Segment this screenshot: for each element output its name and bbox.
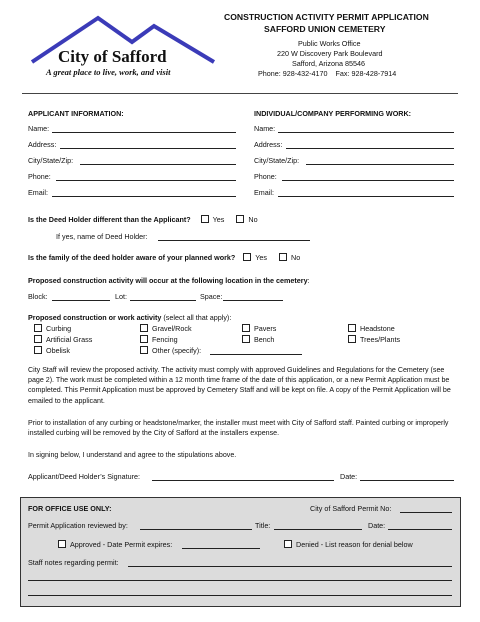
office-use-box (20, 497, 461, 607)
company-address-label: Address: (254, 140, 283, 149)
checkbox[interactable] (140, 346, 148, 354)
deed1-yes-checkbox[interactable] (201, 215, 209, 223)
applicant-email-field[interactable] (52, 196, 236, 197)
work-option-label: Headstone (360, 324, 395, 333)
deed-question-1 (28, 215, 258, 224)
work-option-curbing[interactable] (34, 324, 71, 333)
permit-number-label: City of Safford Permit No: (310, 504, 392, 513)
staff-notes-label: Staff notes regarding permit: (28, 558, 119, 567)
applicant-address-field[interactable] (60, 148, 236, 149)
work-option-label: Other (specify): (152, 346, 202, 355)
deed2-no-label: No (291, 253, 301, 262)
applicant-phone-label: Phone: (28, 172, 51, 181)
checkbox[interactable] (242, 335, 250, 343)
work-heading-bold: Proposed construction or work activity (28, 313, 162, 322)
deed2-yes-label: Yes (255, 253, 268, 262)
deed-holder-name-label: If yes, name of Deed Holder: (56, 232, 148, 241)
header-divider (22, 93, 458, 94)
applicant-phone-field[interactable] (56, 180, 236, 181)
applicant-email-label: Email: (28, 188, 48, 197)
review-paragraph: City Staff will review the proposed activity. The activity must comply with approved Guidelines and Regulations for the Cemetery (see page 2). The work must be completed within a 12 month time frame of the date of this application, or a new Permit Application must be completed. This Permit Application must be approved by Cemetery Staff and will be kept on file. A copy of the Permit Application will be emailed to the applicant. (28, 366, 451, 405)
work-heading (28, 313, 231, 322)
work-option-gravel-rock[interactable] (140, 324, 192, 333)
checkbox[interactable] (140, 324, 148, 332)
company-phone-label: Phone: (254, 172, 277, 181)
work-option-label: Obelisk (46, 346, 70, 355)
form-subtitle: SAFFORD UNION CEMETERY (264, 24, 386, 34)
staff-notes-line-2[interactable] (28, 580, 452, 581)
approved-label: Approved - Date Permit expires: (70, 540, 173, 549)
applicant-name-label: Name: (28, 124, 50, 133)
company-email-field[interactable] (278, 196, 454, 197)
work-heading-rest: (select all that apply): (161, 313, 232, 322)
reviewed-by-label: Permit Application reviewed by: (28, 521, 128, 530)
work-option-headstone[interactable] (348, 324, 395, 333)
work-option-label: Pavers (254, 324, 277, 333)
deed1-no-label: No (248, 215, 258, 224)
office-use-heading: FOR OFFICE USE ONLY: (28, 504, 112, 513)
approved-option[interactable] (58, 540, 172, 549)
deed1-no-option[interactable] (236, 215, 257, 224)
work-option-pavers[interactable] (242, 324, 276, 333)
denied-checkbox[interactable] (284, 540, 292, 548)
logo-city-name: City of Safford (58, 47, 167, 66)
staff-notes-line-3[interactable] (28, 595, 452, 596)
office-date-field[interactable] (388, 529, 452, 530)
approved-checkbox[interactable] (58, 540, 66, 548)
block-field[interactable] (52, 300, 110, 301)
company-email-label: Email: (254, 188, 274, 197)
block-label: Block: (28, 292, 48, 301)
space-field[interactable] (223, 300, 283, 301)
work-option-artificial-grass[interactable] (34, 335, 92, 344)
office-city: Safford, Arizona 85546 (292, 59, 365, 68)
applicant-heading: APPLICANT INFORMATION: (28, 109, 124, 118)
work-option-trees-plants[interactable] (348, 335, 400, 344)
company-city-label: City/State/Zip: (254, 156, 300, 165)
deed-holder-name-field[interactable] (158, 240, 310, 241)
checkbox[interactable] (242, 324, 250, 332)
checkbox[interactable] (34, 346, 42, 354)
company-phone-field[interactable] (282, 180, 454, 181)
form-title: CONSTRUCTION ACTIVITY PERMIT APPLICATION (224, 12, 429, 22)
agreement-paragraph: In signing below, I understand and agree to the stipulations above. (28, 451, 237, 459)
other-specify-field[interactable] (210, 354, 302, 355)
work-option-fencing[interactable] (140, 335, 178, 344)
work-option-other[interactable] (140, 346, 201, 355)
location-intro-colon: : (307, 276, 310, 285)
work-option-label: Trees/Plants (360, 335, 401, 344)
location-intro (28, 276, 310, 285)
office-title-field[interactable] (274, 529, 362, 530)
lot-label: Lot: (115, 292, 127, 301)
office-phone-fax: Phone: 928-432-4170 Fax: 928-428-7914 (258, 69, 397, 78)
deed2-no-checkbox[interactable] (279, 253, 287, 261)
location-intro-text: Proposed construction activity will occur at the following location in the cemetery (28, 276, 308, 285)
checkbox[interactable] (348, 335, 356, 343)
deed-question-2 (28, 253, 300, 262)
work-option-label: Bench (254, 335, 275, 344)
denied-label: Denied - List reason for denial below (296, 540, 413, 549)
applicant-address-label: Address: (28, 140, 57, 149)
company-heading: INDIVIDUAL/COMPANY PERFORMING WORK: (254, 109, 412, 118)
work-option-obelisk[interactable] (34, 346, 70, 355)
office-street: 220 W Discovery Park Boulevard (277, 49, 383, 58)
deed1-yes-label: Yes (212, 215, 225, 224)
office-name: Public Works Office (298, 39, 361, 48)
logo-tagline: A great place to live, work, and visit (46, 67, 171, 77)
deed-question-1-text: Is the Deed Holder different than the Applicant? (28, 215, 191, 224)
space-label: Space: (200, 292, 223, 301)
applicant-city-label: City/State/Zip: (28, 156, 74, 165)
work-option-bench[interactable] (242, 335, 274, 344)
office-title-label: Title: (255, 521, 271, 530)
signature-date-field[interactable] (360, 480, 454, 481)
checkbox[interactable] (348, 324, 356, 332)
signature-date-label: Date: (340, 472, 358, 481)
applicant-city-field[interactable] (80, 164, 236, 165)
work-option-label: Gravel/Rock (152, 324, 192, 333)
signature-field[interactable] (152, 480, 334, 481)
deed2-yes-checkbox[interactable] (243, 253, 251, 261)
checkbox[interactable] (34, 335, 42, 343)
signature-label: Applicant/Deed Holder’s Signature: (28, 472, 141, 481)
deed1-yes-option[interactable] (201, 215, 225, 224)
reviewed-by-field[interactable] (140, 529, 252, 530)
staff-notes-line-1[interactable] (128, 566, 452, 567)
deed1-no-checkbox[interactable] (236, 215, 244, 223)
installation-paragraph: Prior to installation of any curbing or headstone/marker, the installer must meet with City of Safford staff. Painted curbing or improperly installed curbing will be removed by the City of Safford at the installers expense. (28, 419, 449, 438)
deed-question-2-text: Is the family of the deed holder aware of your planned work? (28, 253, 236, 262)
office-date-label: Date: (368, 521, 386, 530)
expiration-date-field[interactable] (182, 548, 260, 549)
company-address-field[interactable] (286, 148, 454, 149)
work-option-label: Curbing (46, 324, 72, 333)
deed2-no-option[interactable] (279, 253, 300, 262)
lot-field[interactable] (130, 300, 196, 301)
applicant-name-field[interactable] (52, 132, 236, 133)
company-name-label: Name: (254, 124, 276, 133)
checkbox[interactable] (34, 324, 42, 332)
deed2-yes-option[interactable] (243, 253, 267, 262)
company-name-field[interactable] (278, 132, 454, 133)
work-option-label: Artificial Grass (46, 335, 93, 344)
permit-number-field[interactable] (400, 512, 452, 513)
denied-option[interactable] (284, 540, 413, 549)
work-option-label: Fencing (152, 335, 178, 344)
checkbox[interactable] (140, 335, 148, 343)
company-city-field[interactable] (306, 164, 454, 165)
